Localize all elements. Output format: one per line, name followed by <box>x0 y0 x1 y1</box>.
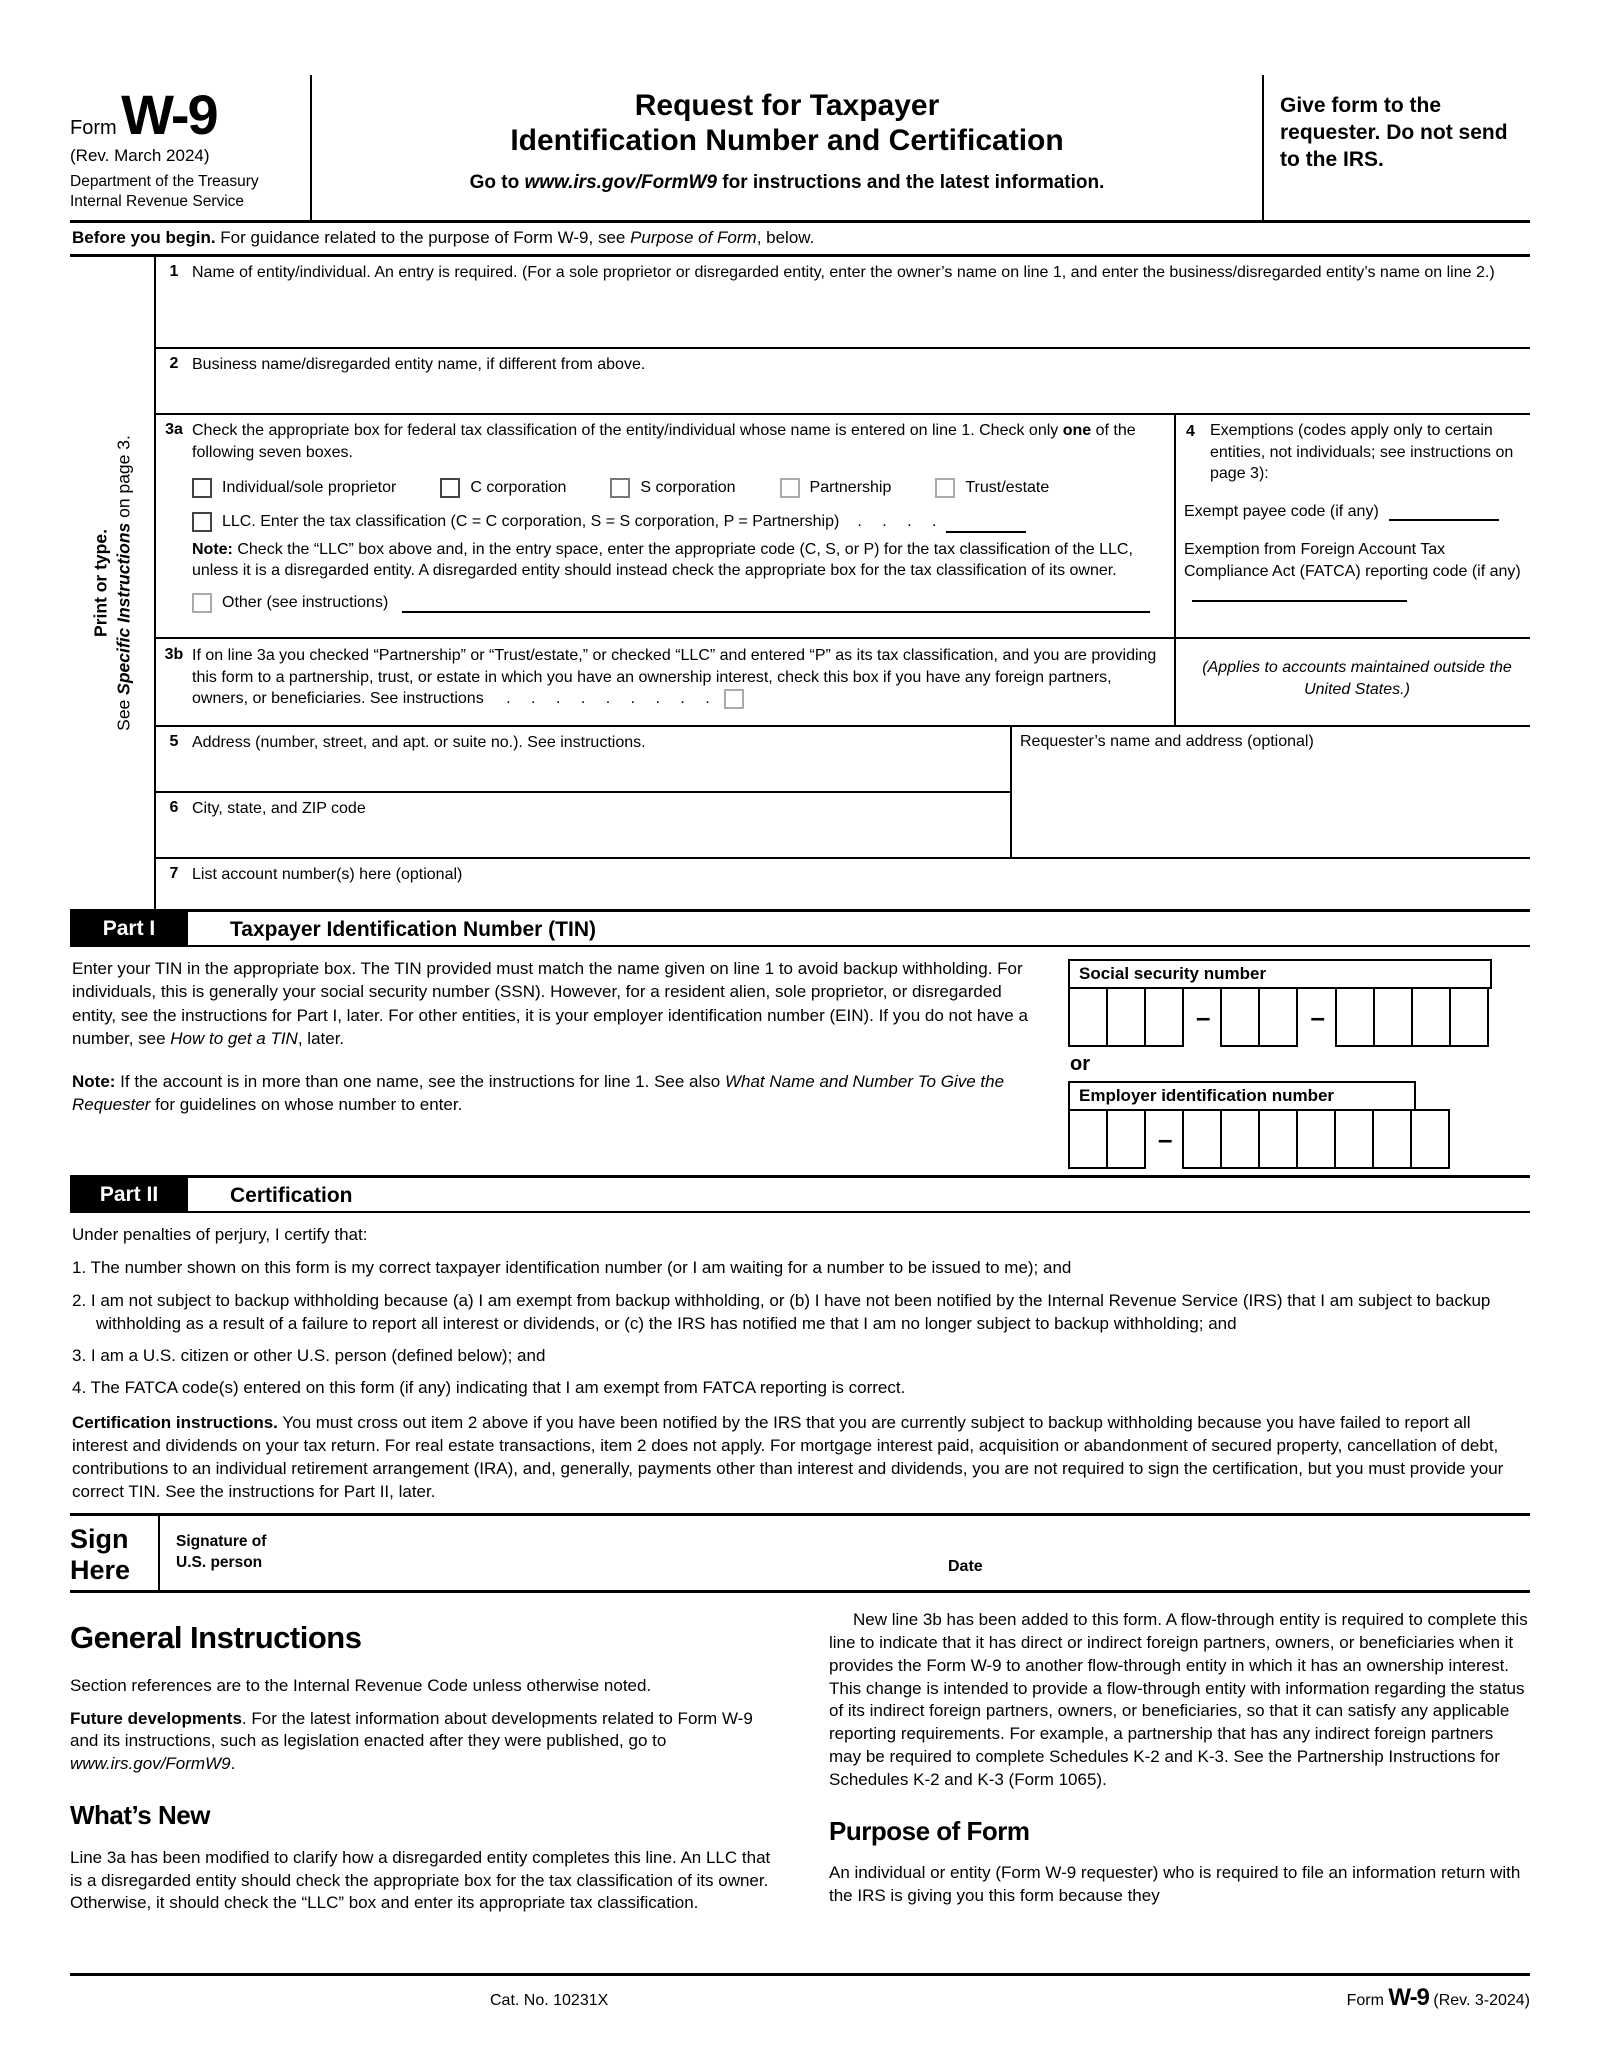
s-corporation-checkbox[interactable] <box>610 478 630 498</box>
tin-instructions <box>72 957 1068 1169</box>
fatca-row <box>1184 539 1522 609</box>
signature-field[interactable] <box>158 1516 948 1590</box>
instructions-columns <box>70 1593 1530 1925</box>
requester-label: Requester’s name and address (optional) <box>1020 733 1314 751</box>
fatca-label: Exemption from Foreign Account Tax Compliance Act (FATCA) reporting code (if any) <box>1184 541 1521 580</box>
line5-row[interactable] <box>156 727 1010 793</box>
line4-column <box>1174 415 1530 725</box>
part2-body <box>70 1213 1530 1513</box>
ssn-cells <box>1068 987 1530 1047</box>
tin-note: Note: If the account is in more than one name, see the instructions for line 1. See also What Name and Number To Give the Requester for guidelines on whose number to enter. <box>72 1071 1005 1114</box>
certification-item-3: 3. I am a U.S. citizen or other U.S. person (defined below); and <box>72 1345 546 1365</box>
form-id-block <box>70 75 312 220</box>
ssn-dash: – <box>1196 1001 1211 1032</box>
ein-cell[interactable] <box>1220 1109 1260 1169</box>
give-form-note: Give form to the requester. Do not send to the IRS. <box>1280 94 1508 171</box>
sign-here-label: Sign Here <box>70 1524 131 1585</box>
trust-estate-checkbox[interactable] <box>935 478 955 498</box>
line3b-row <box>156 639 1174 725</box>
certification-item-4: 4. The FATCA code(s) entered on this form (if any) indicating that I am exempt from FATCA reporting is correct. <box>72 1377 906 1397</box>
ein-cell[interactable] <box>1296 1109 1336 1169</box>
part2-header <box>70 1175 1530 1213</box>
exempt-payee-row <box>1184 501 1522 521</box>
line4-number: 4 <box>1186 423 1195 441</box>
irs-url: www.irs.gov/FormW9 <box>524 172 717 193</box>
date-field[interactable] <box>948 1516 1530 1590</box>
ein-cell[interactable] <box>1410 1109 1450 1169</box>
line7-row[interactable] <box>156 859 1530 909</box>
llc-note: Note: Check the “LLC” box above and, in the entry space, enter the appropriate code (C, S, or P) for the tax classification of the LLC, unless it is a disregarded entity. A disregarded entity should instead check the appropriate box for the tax classification of its owner. <box>192 540 1133 580</box>
address-section <box>156 727 1530 859</box>
line3b-text: If on line 3a you checked “Partnership” or “Trust/estate,” or checked “LLC” and entered “P” as its tax classification, and you are providing this form to a partnership, trust, or estate in which you have an ownership interest, check this box if you have any foreign partners, owners, or beneficiaries. See instructions <box>192 647 1157 708</box>
page-footer <box>70 1973 1530 2012</box>
general-instructions-title: General Instructions <box>70 1620 362 1656</box>
partnership-checkbox[interactable] <box>780 478 800 498</box>
ssn-cell[interactable] <box>1068 987 1108 1047</box>
form-revision: (Rev. March 2024) <box>70 146 210 165</box>
instructions-left-column <box>70 1609 771 1925</box>
form-title-line2: Identification Number and Certification <box>510 123 1064 157</box>
certification-instructions: Certification instructions. You must cross out item 2 above if you have been notified by the IRS that you are currently subject to backup withholding because you have failed to report all interest and dividends on your tax return. For real estate transactions, item 2 does not apply. For mortgage interest paid, acquisition or abandonment of secured property, cancellation of debt, contributions to an individual retirement arrangement (IRA), and, generally, payments other than interest and dividends, you are not required to sign the certification, but you must provide your correct TIN. See the instructions for Part II, later. <box>72 1412 1504 1502</box>
llc-dots: . . . . <box>857 513 937 531</box>
ein-cell[interactable] <box>1372 1109 1412 1169</box>
fatca-code-entry[interactable] <box>1192 582 1407 602</box>
whats-new-paragraph: Line 3a has been modified to clarify how a disregarded entity completes this line. An LLC that is a disregarded entity should check the appropriate box for the tax classification of its owner. Otherwise, it should check the “LLC” box and enter its appropriate tax classification. <box>70 1847 771 1913</box>
c-corporation-checkbox[interactable] <box>440 478 460 498</box>
footer-form-id: Form W-9 (Rev. 3-2024) <box>1346 1984 1530 2011</box>
line3a-row <box>156 415 1174 639</box>
line1-row <box>156 257 1530 349</box>
tin-paragraph: Enter your TIN in the appropriate box. The TIN provided must match the name given on line 1 to avoid backup withholding. For individuals, this is generally your social security number (SSN). However, for a resident alien, sole proprietor, or disregarded entity, see the instructions for Part I, later. For other entities, it is your employer identification number (EIN). If you do not have a number, see How to get a TIN, later. <box>72 959 1028 1048</box>
ssn-cell[interactable] <box>1220 987 1260 1047</box>
line3b-dots: . . . . . . . . . <box>506 690 710 708</box>
line5-label: Address (number, street, and apt. or suite no.). See instructions. <box>192 734 646 752</box>
tax-classification-options <box>192 477 1164 499</box>
option-s-corporation[interactable] <box>610 477 735 499</box>
c-corporation-label: C corporation <box>470 479 567 497</box>
option-other <box>192 592 1164 614</box>
ein-label: Employer identification number <box>1068 1081 1416 1111</box>
llc-checkbox[interactable] <box>192 512 212 532</box>
certification-intro: Under penalties of perjury, I certify that: <box>72 1225 368 1245</box>
instructions-right-column <box>829 1609 1530 1925</box>
ssn-cell[interactable] <box>1144 987 1184 1047</box>
line7-label: List account number(s) here (optional) <box>192 866 463 884</box>
exempt-payee-label: Exempt payee code (if any) <box>1184 503 1379 521</box>
signature-label-1: Signature of <box>176 1533 267 1551</box>
before-you-begin: Before you begin. For guidance related to the purpose of Form W-9, see Purpose of Form, below. <box>70 223 1530 257</box>
ssn-dash: – <box>1310 1001 1325 1032</box>
requester-cell[interactable] <box>1010 727 1530 857</box>
trust-estate-label: Trust/estate <box>965 479 1050 497</box>
other-label: Other (see instructions) <box>222 593 389 611</box>
goto-instructions: Go to www.irs.gov/FormW9 for instructions and the latest information. <box>469 172 1105 193</box>
part1-header <box>70 912 1530 947</box>
purpose-of-form-title: Purpose of Form <box>829 1815 1030 1846</box>
form-word: Form <box>70 117 117 139</box>
line6-row[interactable] <box>156 793 1010 857</box>
llc-label: LLC. Enter the tax classification (C = C corporation, S = S corporation, P = Partnership) <box>222 513 840 531</box>
form-header <box>70 75 1530 223</box>
line3a-number: 3a <box>165 421 183 439</box>
catalog-number: Cat. No. 10231X <box>490 1992 609 2009</box>
ssn-cell[interactable] <box>1373 987 1413 1047</box>
line4-label: Exemptions (codes apply only to certain entities, not individuals; see instructions on page 3): <box>1210 422 1514 483</box>
give-form-block <box>1262 75 1530 220</box>
s-corporation-label: S corporation <box>640 479 736 497</box>
purpose-of-form-paragraph: An individual or entity (Form W-9 requester) who is required to file an information return with the IRS is giving you this form because they <box>829 1863 1521 1906</box>
line3b-explanation-paragraph: New line 3b has been added to this form. A flow-through entity is required to complete this line to indicate that it has direct or indirect foreign partners, owners, or beneficiaries when it provides the Form W-9 to another flow-through entity in which it has an ownership interest. This change is intended to provide a flow-through entity with information regarding the status of its indirect foreign partners, owners, or beneficiaries, so that it can satisfy any applicable reporting requirements. For example, a partnership that has any indirect foreign partners may be required to complete Schedules K-2 and K-3. See the Partnership Instructions for Schedules K-2 and K-3 (Form 1065). <box>829 1610 1528 1789</box>
certification-item-1: 1. The number shown on this form is my correct taxpayer identification number (or I am waiting for a number to be issued to me); and <box>72 1258 1072 1278</box>
ssn-cell[interactable] <box>1449 987 1489 1047</box>
ssn-cell[interactable] <box>1335 987 1375 1047</box>
line2-label: Business name/disregarded entity name, if different from above. <box>192 356 646 374</box>
ssn-cell[interactable] <box>1411 987 1451 1047</box>
option-individual[interactable] <box>192 477 396 499</box>
department-label: Department of the Treasury <box>70 173 259 190</box>
option-trust-estate[interactable] <box>935 477 1049 499</box>
part1-badge: Part I <box>70 912 188 945</box>
whats-new-title: What’s New <box>70 1799 210 1830</box>
line3b-checkbox[interactable] <box>724 689 744 709</box>
line3-line4-section <box>156 415 1530 727</box>
line4-cell <box>1176 415 1530 639</box>
other-entry[interactable] <box>402 593 1150 613</box>
ein-cell[interactable] <box>1334 1109 1374 1169</box>
ein-cell[interactable] <box>1106 1109 1146 1169</box>
ein-cells <box>1068 1109 1530 1169</box>
ein-cell[interactable] <box>1182 1109 1222 1169</box>
line6-label: City, state, and ZIP code <box>192 800 366 818</box>
part1-body <box>70 947 1530 1175</box>
tin-panel <box>1068 957 1530 1169</box>
line2-row[interactable] <box>156 349 1530 415</box>
ein-dash: – <box>1158 1123 1173 1154</box>
option-partnership[interactable] <box>780 477 892 499</box>
grid-main <box>154 257 1530 909</box>
agency-label: Internal Revenue Service <box>70 193 245 211</box>
ssn-label: Social security number <box>1068 959 1492 989</box>
ein-cell[interactable] <box>1068 1109 1108 1169</box>
line1-label: Name of entity/individual. An entry is required. (For a sole proprietor or disregarded entity, enter the owner’s name on line 1, and enter the business/disregarded entity’s name on line 2.) <box>192 264 1495 282</box>
line6-number: 6 <box>169 799 179 817</box>
llc-code-entry[interactable] <box>946 513 1026 533</box>
line1-number: 1 <box>169 263 179 281</box>
exempt-payee-entry[interactable] <box>1389 501 1499 521</box>
signature-label-2: U.S. person <box>176 1554 263 1572</box>
print-or-type-sidebar: Print or type. See Specific Instructions on page 3. <box>90 435 133 732</box>
other-checkbox[interactable] <box>192 593 212 613</box>
individual-label: Individual/sole proprietor <box>222 479 397 497</box>
line3a-intro: Check the appropriate box for federal tax classification of the entity/individual whose name is entered on line 1. Check only one of the following seven boxes. <box>192 422 1136 461</box>
line7-number: 7 <box>169 865 179 883</box>
ssn-cell[interactable] <box>1106 987 1146 1047</box>
date-label: Date <box>948 1558 983 1576</box>
part1-title: Taxpayer Identification Number (TIN) <box>230 918 596 942</box>
form-number: W-9 <box>121 83 217 146</box>
form-title-line1: Request for Taxpayer <box>634 89 940 122</box>
section-references-paragraph: Section references are to the Internal Revenue Code unless otherwise noted. <box>70 1675 652 1695</box>
individual-checkbox[interactable] <box>192 478 212 498</box>
or-label: or <box>1070 1053 1090 1076</box>
print-or-type-label: Print or type. <box>90 529 111 638</box>
form-title-block <box>312 75 1262 220</box>
part2-badge: Part II <box>70 1178 188 1211</box>
ein-cell[interactable] <box>1258 1109 1298 1169</box>
partnership-label: Partnership <box>809 479 892 497</box>
ssn-cell[interactable] <box>1258 987 1298 1047</box>
option-llc <box>192 511 1164 533</box>
line5-number: 5 <box>169 733 179 751</box>
entity-info-grid <box>70 257 1530 912</box>
sign-here-section <box>70 1513 1530 1593</box>
future-developments-paragraph: Future developments. For the latest information about developments related to Form W-9 and its instructions, such as legislation enacted after they were published, go to www.irs.gov/FormW9. <box>70 1708 753 1774</box>
part2-title: Certification <box>230 1184 353 1208</box>
applies-note: (Applies to accounts maintained outside the United States.) <box>1202 659 1512 698</box>
certification-item-2: 2. I am not subject to backup withholding because (a) I am exempt from backup withholding, or (b) I have not been notified by the Internal Revenue Service (IRS) that I am subject to backup withholding as a result of a failure to report all interest or dividends, or (c) the IRS has notified me that I am no longer subject to backup withholding; and <box>72 1290 1491 1333</box>
line3b-number: 3b <box>164 646 184 664</box>
line2-number: 2 <box>169 355 179 373</box>
option-c-corporation[interactable] <box>440 477 566 499</box>
